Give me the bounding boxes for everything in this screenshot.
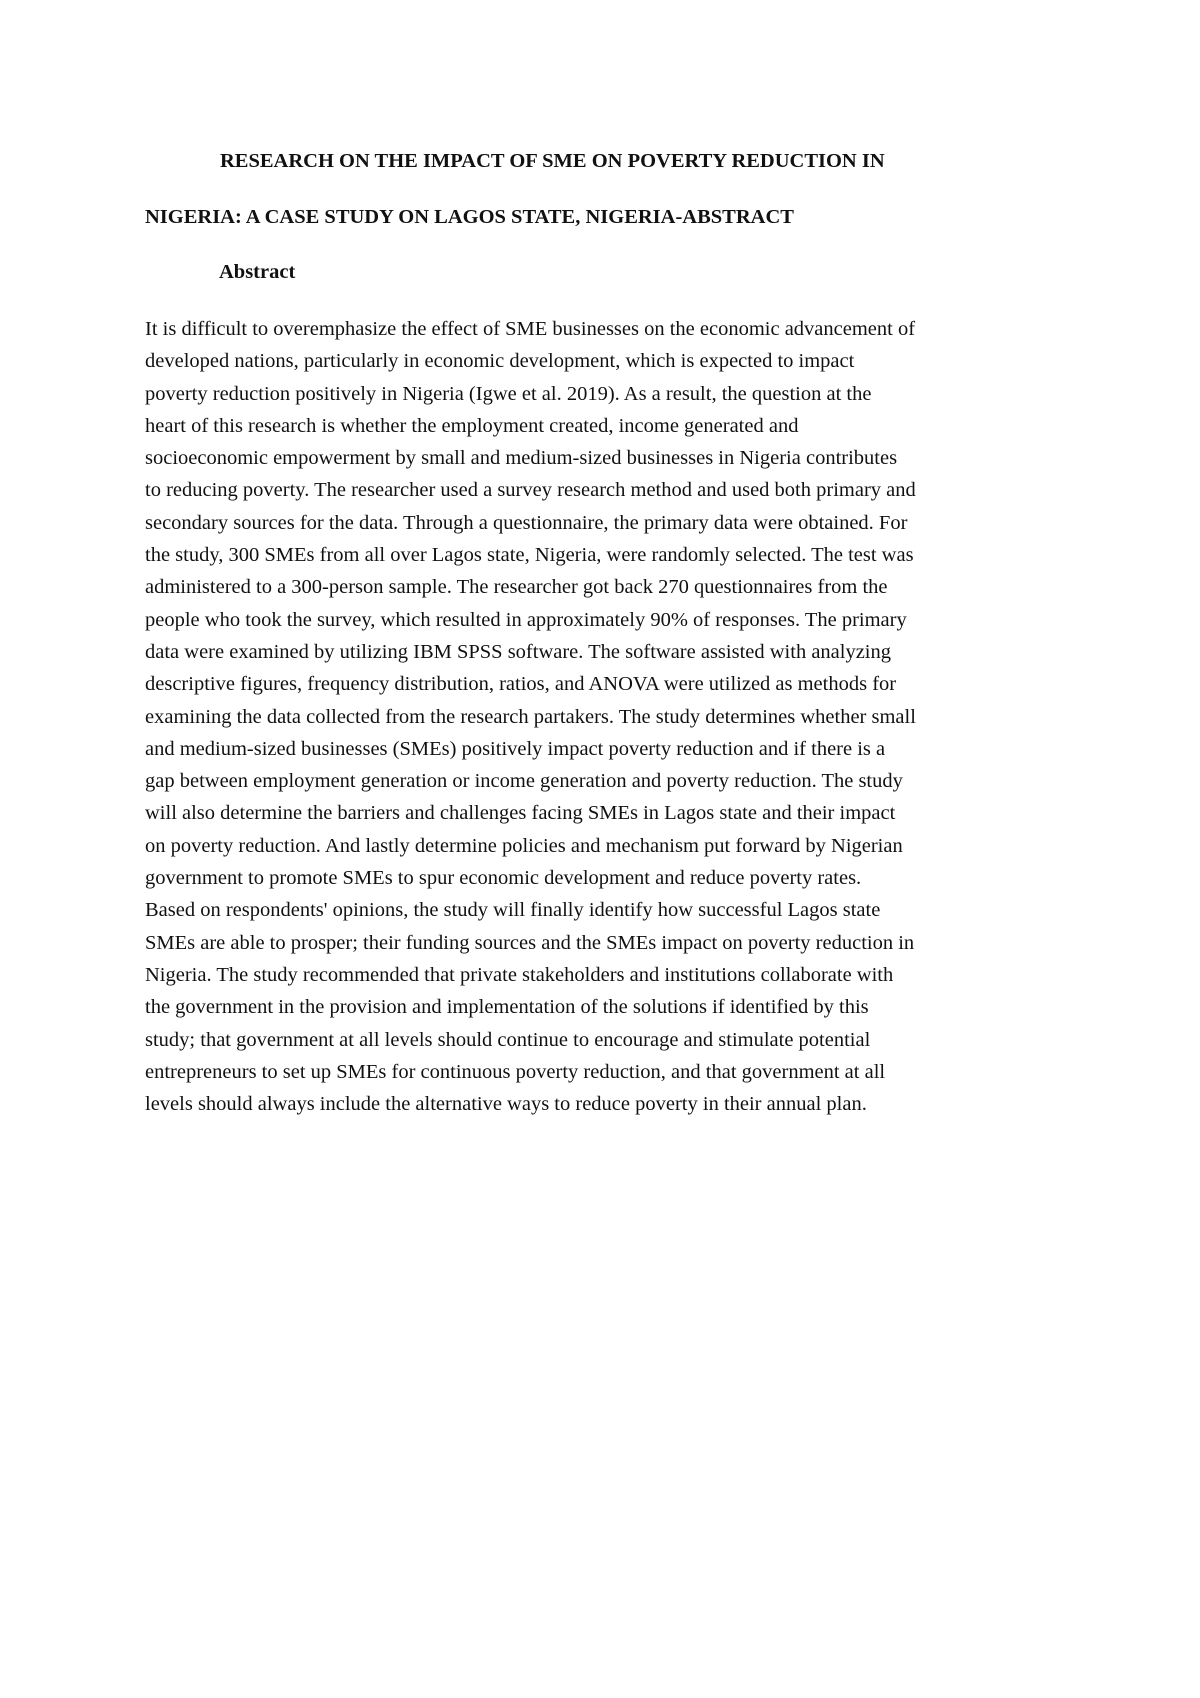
abstract-line: and medium-sized businesses (SMEs) positively impact poverty reduction and if there is a [145,737,886,760]
abstract-line: data were examined by utilizing IBM SPSS software. The software assisted with analyzing [145,640,892,663]
abstract-line: poverty reduction positively in Nigeria (Igwe et al. 2019). As a result, the question at the [145,382,872,405]
abstract-line: the government in the provision and implementation of the solutions if identified by this [145,996,869,1019]
abstract-line: socioeconomic empowerment by small and medium-sized businesses in Nigeria contributes [145,447,898,470]
abstract-line: to reducing poverty. The researcher used a survey research method and used both primary and [145,479,916,502]
abstract-line: It is difficult to overemphasize the effect of SME businesses on the economic advancement of [145,318,916,340]
abstract-line: descriptive figures, frequency distribution, ratios, and ANOVA were utilized as methods for [145,673,897,696]
abstract-heading: Abstract [219,261,296,283]
abstract-line: levels should always include the alternative ways to reduce poverty in their annual plan. [145,1093,867,1116]
abstract-line: administered to a 300-person sample. The researcher got back 270 questionnaires from the [145,576,888,599]
abstract-line: heart of this research is whether the employment created, income generated and [145,414,799,437]
document-title-line-1: RESEARCH ON THE IMPACT OF SME ON POVERTY REDUCTION IN [220,150,885,172]
abstract-line: Based on respondents' opinions, the study will finally identify how successful Lagos state [145,899,881,922]
abstract-line: will also determine the barriers and challenges facing SMEs in Lagos state and their impact [145,802,896,825]
abstract-line: on poverty reduction. And lastly determine policies and mechanism put forward by Nigerian [145,834,903,857]
abstract-line: entrepreneurs to set up SMEs for continuous poverty reduction, and that government at all [145,1060,886,1083]
abstract-line: gap between employment generation or income generation and poverty reduction. The study [145,770,903,793]
abstract-line: developed nations, particularly in economic development, which is expected to impact [145,350,855,373]
abstract-line: the study, 300 SMEs from all over Lagos state, Nigeria, were randomly selected. The test was [145,544,914,567]
abstract-body [145,313,1075,1120]
abstract-line: Nigeria. The study recommended that private stakeholders and institutions collaborate with [145,963,894,986]
document-title-line-2: NIGERIA: A CASE STUDY ON LAGOS STATE, NIGERIA-ABSTRACT [145,206,794,228]
abstract-line: study; that government at all levels should continue to encourage and stimulate potential [145,1028,871,1051]
abstract-line: people who took the survey, which resulted in approximately 90% of responses. The primary [145,608,907,631]
abstract-line: SMEs are able to prosper; their funding sources and the SMEs impact on poverty reduction in [145,931,915,954]
abstract-line: secondary sources for the data. Through a questionnaire, the primary data were obtained. For [145,511,908,534]
abstract-line: examining the data collected from the research partakers. The study determines whether small [145,705,916,728]
abstract-line: government to promote SMEs to spur economic development and reduce poverty rates. [145,867,862,890]
